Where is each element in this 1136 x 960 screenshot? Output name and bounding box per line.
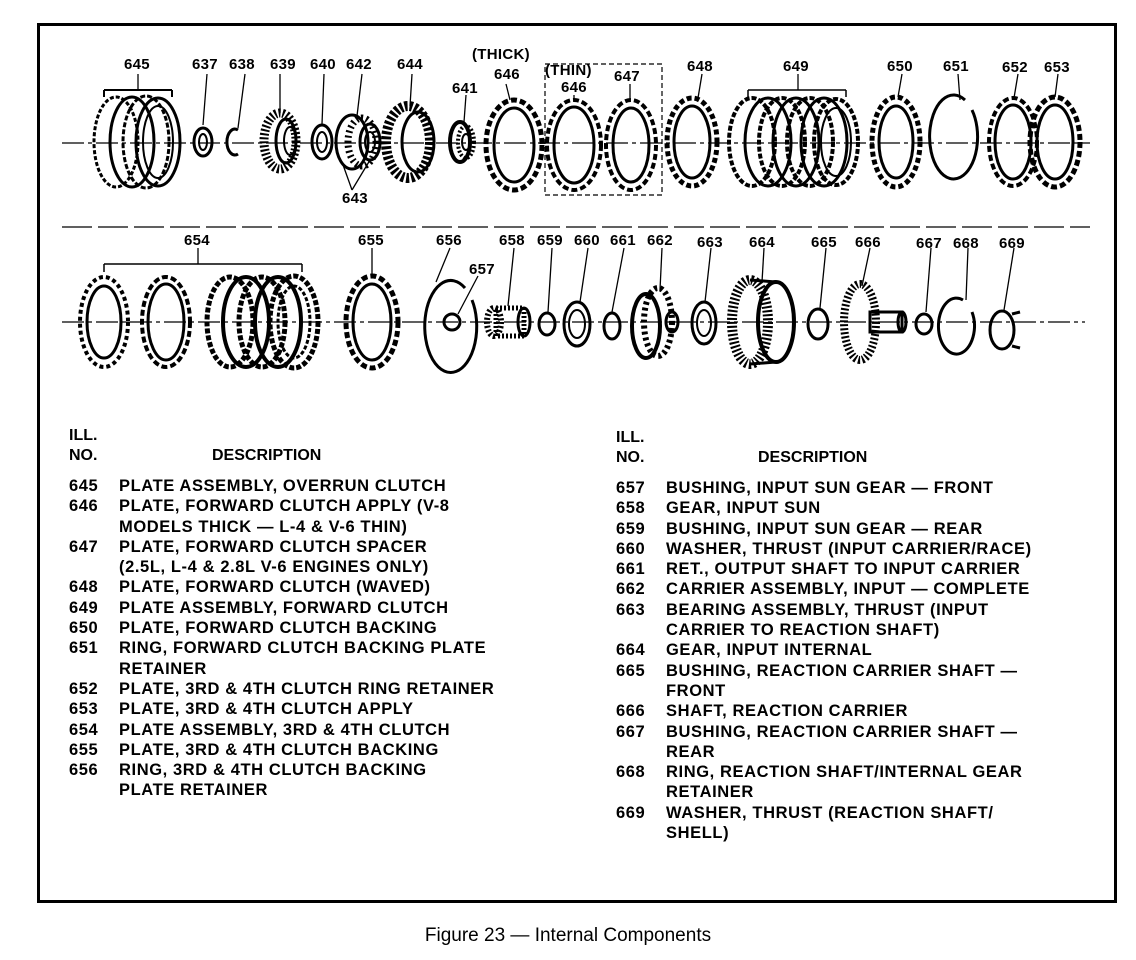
description-text: BUSHING, REACTION CARRIER SHAFT — — [666, 722, 1018, 741]
description-row — [69, 496, 494, 516]
description-text: RING, 3RD & 4TH CLUTCH BACKING — [119, 761, 427, 780]
description-row — [69, 638, 494, 658]
right-header-ill: ILL. — [616, 429, 645, 446]
callout-642: 642 — [346, 56, 372, 73]
description-text: BEARING ASSEMBLY, THRUST (INPUT — [666, 600, 989, 619]
part-663-thrust-bearing — [692, 302, 716, 344]
ill-number — [69, 659, 119, 679]
description-text: PLATE, FORWARD CLUTCH (WAVED) — [119, 578, 431, 597]
callout-638: 638 — [229, 56, 255, 73]
ill-number — [616, 620, 666, 640]
description-text: SHELL) — [666, 824, 730, 843]
description-text: GEAR, INPUT SUN — [666, 499, 821, 518]
description-row — [616, 782, 1032, 802]
callout-641: 641 — [452, 80, 478, 97]
description-row — [69, 557, 494, 577]
description-text: PLATE, 3RD & 4TH CLUTCH BACKING — [119, 740, 439, 759]
part-661-retainer — [604, 313, 620, 339]
ill-number: 653 — [69, 700, 99, 719]
description-text: WASHER, THRUST (REACTION SHAFT/ — [666, 803, 994, 822]
left-header-description: DESCRIPTION — [212, 447, 322, 464]
description-row — [69, 659, 494, 679]
callout-658: 658 — [499, 232, 525, 249]
callout-651: 651 — [943, 58, 969, 75]
description-row — [69, 780, 494, 800]
description-text: FRONT — [666, 681, 726, 700]
callout-660: 660 — [574, 232, 600, 249]
part-645-overrun-clutch-plates — [94, 90, 180, 188]
right-description-list — [616, 478, 1032, 843]
description-row — [69, 577, 494, 597]
part-665-bushing — [808, 309, 828, 339]
callout-659: 659 — [537, 232, 563, 249]
description-row — [616, 498, 1032, 518]
ill-number: 660 — [616, 539, 646, 558]
ill-number: 657 — [616, 479, 646, 497]
part-659-bushing — [539, 313, 555, 335]
left-header-ill: ILL. — [69, 427, 98, 444]
callout-650: 650 — [887, 58, 913, 75]
callout-655: 655 — [358, 232, 384, 249]
description-text: PLATE, FORWARD CLUTCH APPLY (V-8 — [119, 497, 450, 516]
description-row — [69, 476, 494, 496]
description-row — [616, 478, 1032, 498]
right-header-no: NO. — [616, 449, 645, 466]
description-row — [616, 803, 1032, 823]
callout-thick: (THICK) — [472, 46, 530, 63]
callout-663: 663 — [697, 234, 723, 251]
description-row — [69, 679, 494, 699]
callout-647: 647 — [614, 68, 640, 85]
part-653-apply-plate — [1030, 97, 1080, 187]
description-text: PLATE, 3RD & 4TH CLUTCH APPLY — [119, 700, 414, 719]
ill-number: 667 — [616, 722, 646, 741]
description-text: RING, FORWARD CLUTCH BACKING PLATE — [119, 639, 487, 658]
callout-664: 664 — [749, 234, 775, 251]
callout-656: 656 — [436, 232, 462, 249]
description-row — [69, 517, 494, 537]
description-row — [69, 537, 494, 557]
description-row — [616, 600, 1032, 620]
ill-number: 651 — [69, 639, 99, 658]
description-text: REAR — [666, 742, 716, 761]
description-text: PLATE RETAINER — [119, 781, 268, 800]
description-row — [616, 579, 1032, 599]
description-text: PLATE ASSEMBLY, 3RD & 4TH CLUTCH — [119, 720, 451, 739]
description-text: RETAINER — [666, 783, 754, 802]
description-row — [616, 559, 1032, 579]
description-text: CARRIER ASSEMBLY, INPUT — COMPLETE — [666, 580, 1030, 599]
part-641-hub — [450, 122, 474, 162]
callout-653: 653 — [1044, 59, 1070, 76]
callout-639: 639 — [270, 56, 296, 73]
left-header-no: NO. — [69, 447, 98, 464]
description-text: MODELS THICK — L-4 & V-6 THIN) — [119, 517, 408, 536]
description-row — [616, 762, 1032, 782]
description-text: PLATE ASSEMBLY, OVERRUN CLUTCH — [119, 477, 447, 495]
left-description-list — [69, 476, 494, 801]
part-637-washer — [194, 128, 212, 156]
ill-number: 664 — [616, 641, 646, 660]
description-row — [616, 661, 1032, 681]
right-header-description: DESCRIPTION — [758, 449, 868, 466]
callout-649: 649 — [783, 58, 809, 75]
description-text: PLATE ASSEMBLY, FORWARD CLUTCH — [119, 598, 449, 617]
part-662-input-carrier — [632, 288, 678, 358]
part-646-thin-apply-plate — [547, 100, 601, 190]
description-text: CARRIER TO REACTION SHAFT) — [666, 621, 940, 640]
part-647-spacer-plate — [606, 100, 656, 190]
ill-number: 656 — [69, 761, 99, 780]
description-row — [69, 618, 494, 638]
ill-number: 658 — [616, 499, 646, 518]
description-row — [69, 720, 494, 740]
description-row — [616, 701, 1032, 721]
description-text: PLATE, 3RD & 4TH CLUTCH RING RETAINER — [119, 679, 495, 698]
description-text: SHAFT, REACTION CARRIER — [666, 702, 909, 721]
description-text: BUSHING, REACTION CARRIER SHAFT — — [666, 661, 1018, 680]
callout-637: 637 — [192, 56, 218, 73]
ill-number: 649 — [69, 598, 99, 617]
callout-661: 661 — [610, 232, 636, 249]
callout-640: 640 — [310, 56, 336, 73]
ill-number: 669 — [616, 803, 646, 822]
ill-number — [69, 517, 119, 537]
callout-644: 644 — [397, 56, 423, 73]
part-639-gear — [264, 113, 296, 169]
part-667-bushing — [916, 314, 932, 334]
callout-646-thin: 646 — [561, 79, 587, 96]
callout-654: 654 — [184, 232, 210, 249]
description-row — [69, 598, 494, 618]
description-row — [616, 640, 1032, 660]
part-642-roller-clutch — [336, 115, 380, 169]
ill-number — [616, 823, 666, 843]
part-640-washer — [312, 125, 332, 159]
callout-662: 662 — [647, 232, 673, 249]
ill-number: 659 — [616, 519, 646, 538]
part-650-backing-plate — [872, 97, 920, 187]
description-row — [616, 823, 1032, 843]
callout-668: 668 — [953, 235, 979, 252]
description-text: BUSHING, INPUT SUN GEAR — FRONT — [666, 479, 994, 497]
ill-number: 652 — [69, 679, 99, 698]
ill-number: 655 — [69, 740, 99, 759]
ill-number: 648 — [69, 578, 99, 597]
ill-number — [616, 782, 666, 802]
callout-648: 648 — [687, 58, 713, 75]
callout-665: 665 — [811, 234, 837, 251]
ill-number — [69, 557, 119, 577]
description-row — [616, 539, 1032, 559]
description-row — [616, 519, 1032, 539]
description-text: PLATE, FORWARD CLUTCH SPACER — [119, 537, 428, 556]
ill-number — [616, 742, 666, 762]
ill-number: 668 — [616, 763, 646, 782]
description-row — [616, 620, 1032, 640]
description-text: GEAR, INPUT INTERNAL — [666, 641, 873, 660]
description-text: WASHER, THRUST (INPUT CARRIER/RACE) — [666, 539, 1032, 558]
ill-number: 645 — [69, 477, 99, 495]
ill-number: 665 — [616, 661, 646, 680]
part-654-3rd-4th-clutch-plates — [80, 264, 318, 368]
part-644-race — [386, 106, 434, 178]
part-669-thrust-washer — [990, 311, 1020, 349]
description-text: PLATE, FORWARD CLUTCH BACKING — [119, 619, 438, 638]
ill-number: 661 — [616, 560, 646, 579]
ill-number — [616, 681, 666, 701]
description-row — [616, 681, 1032, 701]
description-row — [616, 742, 1032, 762]
part-668-retaining-ring — [938, 298, 974, 354]
part-638-snap-ring — [227, 129, 238, 155]
description-row — [616, 722, 1032, 742]
callout-652: 652 — [1002, 59, 1028, 76]
description-text: BUSHING, INPUT SUN GEAR — REAR — [666, 519, 983, 538]
part-651-retainer-ring — [930, 95, 978, 179]
figure-caption: Figure 23 — Internal Components — [424, 925, 712, 946]
description-text: RET., OUTPUT SHAFT TO INPUT CARRIER — [666, 560, 1021, 579]
callout-657: 657 — [469, 261, 495, 278]
callout-643: 643 — [342, 190, 368, 207]
ill-number: 650 — [69, 619, 99, 638]
part-648-waved-plate — [667, 98, 717, 186]
callout-669: 669 — [999, 235, 1025, 252]
ill-number: 663 — [616, 600, 646, 619]
callout-666: 666 — [855, 234, 881, 251]
ill-number: 666 — [616, 702, 646, 721]
description-row — [69, 760, 494, 780]
part-649-forward-clutch-plates — [729, 90, 858, 186]
ill-number — [69, 780, 119, 800]
description-text: RING, REACTION SHAFT/INTERNAL GEAR — [666, 763, 1023, 782]
callout-646-thick: 646 — [494, 66, 520, 83]
description-row — [69, 699, 494, 719]
part-660-thrust-washer — [564, 302, 590, 346]
ill-number: 654 — [69, 720, 99, 739]
description-text: (2.5L, L-4 & 2.8L V-6 ENGINES ONLY) — [119, 558, 429, 577]
ill-number: 646 — [69, 497, 99, 516]
description-text: RETAINER — [119, 659, 207, 678]
callout-645: 645 — [124, 56, 150, 73]
callout-thin: (THIN) — [545, 62, 592, 79]
ill-number: 647 — [69, 537, 99, 556]
ill-number: 662 — [616, 580, 646, 599]
part-646-thick-apply-plate — [486, 100, 542, 190]
description-row — [69, 740, 494, 760]
callout-667: 667 — [916, 235, 942, 252]
